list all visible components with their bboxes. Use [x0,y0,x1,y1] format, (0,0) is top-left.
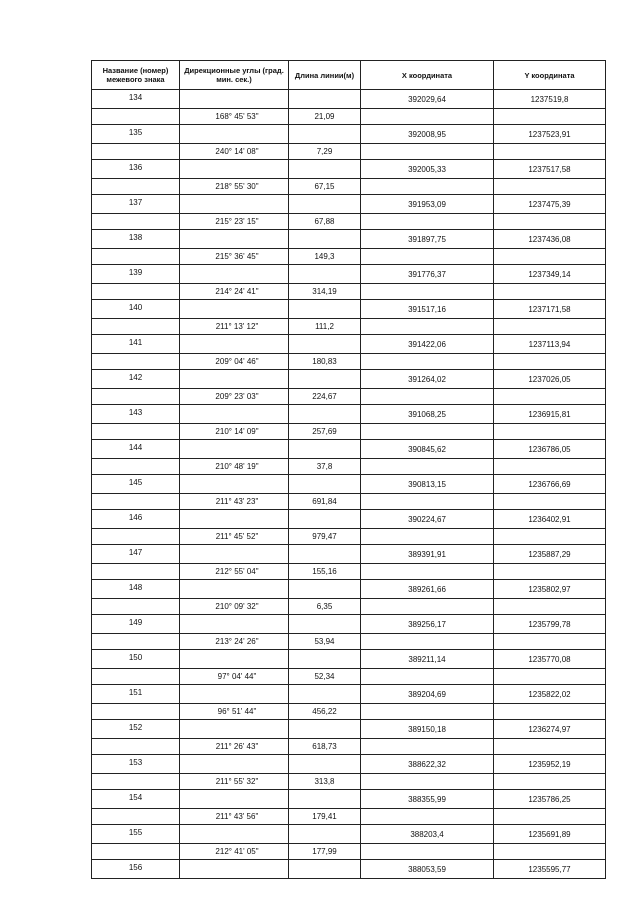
point-name: 150 [92,650,180,669]
angle-cell-empty [180,335,289,354]
length-cell-empty [289,195,361,214]
line-length: 111,2 [289,319,361,335]
y-cell-empty [494,214,606,230]
table-row-point [92,125,606,144]
line-length: 21,09 [289,109,361,125]
x-cell-empty [361,774,494,790]
point-name: 154 [92,790,180,809]
x-coordinate: 388203,4 [361,825,494,844]
x-coordinate: 392029,64 [361,90,494,109]
x-cell-empty [361,704,494,720]
point-name: 144 [92,440,180,459]
direction-angle: 209° 04' 46" [180,354,289,370]
point-name: 139 [92,265,180,284]
x-coordinate: 388622,32 [361,755,494,774]
length-cell-empty [289,230,361,249]
y-coordinate: 1235595,77 [494,860,606,879]
y-cell-empty [494,459,606,475]
length-cell-empty [289,615,361,634]
angle-cell-empty [180,615,289,634]
x-coordinate: 390845,62 [361,440,494,459]
line-length: 52,34 [289,669,361,685]
angle-cell-empty [180,580,289,599]
table-header-row [92,61,606,90]
y-coordinate: 1237519,8 [494,90,606,109]
angle-cell-empty [180,475,289,494]
angle-cell-empty [180,370,289,389]
y-cell-empty [494,354,606,370]
table-row-point [92,825,606,844]
name-cell-empty [92,809,180,825]
table-row-segment [92,389,606,405]
x-coordinate: 391517,16 [361,300,494,319]
x-cell-empty [361,109,494,125]
point-name: 156 [92,860,180,879]
direction-angle: 211° 55' 32" [180,774,289,790]
y-cell-empty [494,424,606,440]
angle-cell-empty [180,265,289,284]
table-row-point [92,615,606,634]
table-row-segment [92,459,606,475]
x-coordinate: 392005,33 [361,160,494,179]
x-cell-empty [361,809,494,825]
table-row-segment [92,214,606,230]
name-cell-empty [92,424,180,440]
table-row-point [92,510,606,529]
length-cell-empty [289,160,361,179]
line-length: 180,83 [289,354,361,370]
x-cell-empty [361,564,494,580]
y-coordinate: 1237026,05 [494,370,606,389]
y-coordinate: 1235786,25 [494,790,606,809]
length-cell-empty [289,720,361,739]
table-row-point [92,370,606,389]
table-row-segment [92,109,606,125]
table-row-point [92,650,606,669]
line-length: 155,16 [289,564,361,580]
table-row-segment [92,739,606,755]
y-cell-empty [494,389,606,405]
name-cell-empty [92,214,180,230]
x-cell-empty [361,634,494,650]
angle-cell-empty [180,755,289,774]
table-row-point [92,720,606,739]
x-cell-empty [361,424,494,440]
angle-cell-empty [180,230,289,249]
y-coordinate: 1236915,81 [494,405,606,424]
table-row-segment [92,564,606,580]
table-row-point [92,160,606,179]
y-coordinate: 1235802,97 [494,580,606,599]
length-cell-empty [289,685,361,704]
y-coordinate: 1237113,94 [494,335,606,354]
length-cell-empty [289,825,361,844]
x-cell-empty [361,529,494,545]
direction-angle: 96° 51' 44" [180,704,289,720]
name-cell-empty [92,319,180,335]
direction-angle: 210° 14' 09" [180,424,289,440]
direction-angle: 211° 13' 12" [180,319,289,335]
y-cell-empty [494,599,606,615]
x-cell-empty [361,284,494,300]
x-cell-empty [361,179,494,195]
angle-cell-empty [180,125,289,144]
direction-angle: 214° 24' 41" [180,284,289,300]
table-row-point [92,755,606,774]
name-cell-empty [92,389,180,405]
point-name: 146 [92,510,180,529]
y-coordinate: 1236786,05 [494,440,606,459]
y-cell-empty [494,179,606,195]
angle-cell-empty [180,860,289,879]
x-coordinate: 390224,67 [361,510,494,529]
length-cell-empty [289,580,361,599]
line-length: 7,29 [289,144,361,160]
direction-angle: 213° 24' 26" [180,634,289,650]
table-row-segment [92,634,606,650]
angle-cell-empty [180,685,289,704]
x-coordinate: 391422,06 [361,335,494,354]
y-cell-empty [494,109,606,125]
x-coordinate: 389150,18 [361,720,494,739]
y-coordinate: 1237171,58 [494,300,606,319]
y-coordinate: 1235952,19 [494,755,606,774]
table-row-segment [92,704,606,720]
point-name: 141 [92,335,180,354]
direction-angle: 211° 45' 52" [180,529,289,545]
header-angle: Дирекционные углы (град. мин. сек.) [180,61,289,90]
y-cell-empty [494,704,606,720]
name-cell-empty [92,249,180,265]
direction-angle: 209° 23' 03" [180,389,289,405]
point-name: 143 [92,405,180,424]
angle-cell-empty [180,195,289,214]
direction-angle: 168° 45' 53" [180,109,289,125]
x-cell-empty [361,389,494,405]
point-name: 153 [92,755,180,774]
length-cell-empty [289,300,361,319]
table-row-point [92,475,606,494]
length-cell-empty [289,510,361,529]
point-name: 151 [92,685,180,704]
line-length: 177,99 [289,844,361,860]
y-coordinate: 1237523,91 [494,125,606,144]
length-cell-empty [289,125,361,144]
point-name: 136 [92,160,180,179]
table-row-point [92,230,606,249]
y-cell-empty [494,809,606,825]
direction-angle: 212° 41' 05" [180,844,289,860]
y-cell-empty [494,844,606,860]
table-row-segment [92,179,606,195]
table-row-point [92,440,606,459]
y-cell-empty [494,249,606,265]
name-cell-empty [92,529,180,545]
name-cell-empty [92,109,180,125]
y-cell-empty [494,494,606,510]
y-coordinate: 1237349,14 [494,265,606,284]
y-coordinate: 1236402,91 [494,510,606,529]
table-row-segment [92,774,606,790]
x-coordinate: 392008,95 [361,125,494,144]
table-body [92,90,606,879]
y-cell-empty [494,319,606,335]
direction-angle: 210° 48' 19" [180,459,289,475]
x-cell-empty [361,844,494,860]
header-length: Длина линии(м) [289,61,361,90]
line-length: 691,84 [289,494,361,510]
point-name: 138 [92,230,180,249]
line-length: 314,19 [289,284,361,300]
angle-cell-empty [180,720,289,739]
point-name: 137 [92,195,180,214]
header-x: X координата [361,61,494,90]
direction-angle: 97° 04' 44" [180,669,289,685]
x-cell-empty [361,459,494,475]
line-length: 37,8 [289,459,361,475]
y-coordinate: 1236274,97 [494,720,606,739]
x-coordinate: 391776,37 [361,265,494,284]
y-coordinate: 1237517,58 [494,160,606,179]
point-name: 142 [92,370,180,389]
table-row-point [92,580,606,599]
point-name: 140 [92,300,180,319]
table-row-point [92,860,606,879]
x-cell-empty [361,249,494,265]
y-cell-empty [494,634,606,650]
name-cell-empty [92,284,180,300]
point-name: 155 [92,825,180,844]
x-coordinate: 388355,99 [361,790,494,809]
name-cell-empty [92,774,180,790]
x-cell-empty [361,214,494,230]
angle-cell-empty [180,90,289,109]
table-row-segment [92,354,606,370]
y-cell-empty [494,284,606,300]
point-name: 148 [92,580,180,599]
table-row-point [92,265,606,284]
length-cell-empty [289,265,361,284]
y-coordinate: 1235822,02 [494,685,606,704]
length-cell-empty [289,860,361,879]
direction-angle: 211° 43' 56" [180,809,289,825]
x-coordinate: 391953,09 [361,195,494,214]
point-name: 135 [92,125,180,144]
name-cell-empty [92,144,180,160]
angle-cell-empty [180,405,289,424]
y-cell-empty [494,564,606,580]
table-row-segment [92,844,606,860]
angle-cell-empty [180,300,289,319]
table-row-point [92,335,606,354]
length-cell-empty [289,405,361,424]
length-cell-empty [289,790,361,809]
point-name: 134 [92,90,180,109]
table-row-segment [92,494,606,510]
x-coordinate: 391264,02 [361,370,494,389]
name-cell-empty [92,669,180,685]
angle-cell-empty [180,160,289,179]
point-name: 149 [92,615,180,634]
x-coordinate: 391897,75 [361,230,494,249]
table-row-segment [92,144,606,160]
table-row-point [92,405,606,424]
x-coordinate: 389204,69 [361,685,494,704]
angle-cell-empty [180,825,289,844]
direction-angle: 211° 43' 23" [180,494,289,510]
table-row-segment [92,319,606,335]
table-row-segment [92,599,606,615]
line-length: 179,41 [289,809,361,825]
line-length: 149,3 [289,249,361,265]
name-cell-empty [92,494,180,510]
table-row-point [92,685,606,704]
x-cell-empty [361,144,494,160]
direction-angle: 210° 09' 32" [180,599,289,615]
table-row-point [92,90,606,109]
table-row-segment [92,249,606,265]
length-cell-empty [289,335,361,354]
length-cell-empty [289,475,361,494]
table-row-segment [92,809,606,825]
length-cell-empty [289,90,361,109]
x-cell-empty [361,599,494,615]
y-coordinate: 1235887,29 [494,545,606,564]
angle-cell-empty [180,440,289,459]
direction-angle: 215° 36' 45" [180,249,289,265]
name-cell-empty [92,459,180,475]
y-cell-empty [494,774,606,790]
boundary-points-table [91,60,606,879]
line-length: 313,8 [289,774,361,790]
direction-angle: 218° 55' 30" [180,179,289,195]
y-coordinate: 1236766,69 [494,475,606,494]
line-length: 257,69 [289,424,361,440]
y-coordinate: 1235691,89 [494,825,606,844]
length-cell-empty [289,370,361,389]
x-coordinate: 389391,91 [361,545,494,564]
line-length: 53,94 [289,634,361,650]
table-row-segment [92,529,606,545]
line-length: 6,35 [289,599,361,615]
angle-cell-empty [180,510,289,529]
name-cell-empty [92,354,180,370]
point-name: 145 [92,475,180,494]
x-cell-empty [361,319,494,335]
header-name: Название (номер) межевого знака [92,61,180,90]
direction-angle: 211° 26' 43" [180,739,289,755]
header-y: Y координата [494,61,606,90]
x-coordinate: 391068,25 [361,405,494,424]
y-cell-empty [494,739,606,755]
x-coordinate: 389211,14 [361,650,494,669]
table-row-point [92,195,606,214]
table-row-segment [92,284,606,300]
length-cell-empty [289,755,361,774]
line-length: 618,73 [289,739,361,755]
line-length: 979,47 [289,529,361,545]
table-row-point [92,545,606,564]
name-cell-empty [92,179,180,195]
direction-angle: 212° 55' 04" [180,564,289,580]
point-name: 147 [92,545,180,564]
y-cell-empty [494,144,606,160]
line-length: 456,22 [289,704,361,720]
x-coordinate: 388053,59 [361,860,494,879]
line-length: 224,67 [289,389,361,405]
y-coordinate: 1237475,39 [494,195,606,214]
x-cell-empty [361,739,494,755]
name-cell-empty [92,704,180,720]
direction-angle: 240° 14' 08" [180,144,289,160]
name-cell-empty [92,844,180,860]
y-coordinate: 1235799,78 [494,615,606,634]
length-cell-empty [289,650,361,669]
table-row-point [92,300,606,319]
length-cell-empty [289,440,361,459]
x-cell-empty [361,354,494,370]
name-cell-empty [92,599,180,615]
angle-cell-empty [180,650,289,669]
line-length: 67,15 [289,179,361,195]
table-row-point [92,790,606,809]
y-cell-empty [494,669,606,685]
y-cell-empty [494,529,606,545]
name-cell-empty [92,739,180,755]
x-cell-empty [361,669,494,685]
table-row-segment [92,669,606,685]
name-cell-empty [92,634,180,650]
y-coordinate: 1235770,08 [494,650,606,669]
table-row-segment [92,424,606,440]
angle-cell-empty [180,790,289,809]
x-coordinate: 390813,15 [361,475,494,494]
x-coordinate: 389261,66 [361,580,494,599]
x-coordinate: 389256,17 [361,615,494,634]
angle-cell-empty [180,545,289,564]
length-cell-empty [289,545,361,564]
direction-angle: 215° 23' 15" [180,214,289,230]
point-name: 152 [92,720,180,739]
x-cell-empty [361,494,494,510]
name-cell-empty [92,564,180,580]
y-coordinate: 1237436,08 [494,230,606,249]
line-length: 67,88 [289,214,361,230]
